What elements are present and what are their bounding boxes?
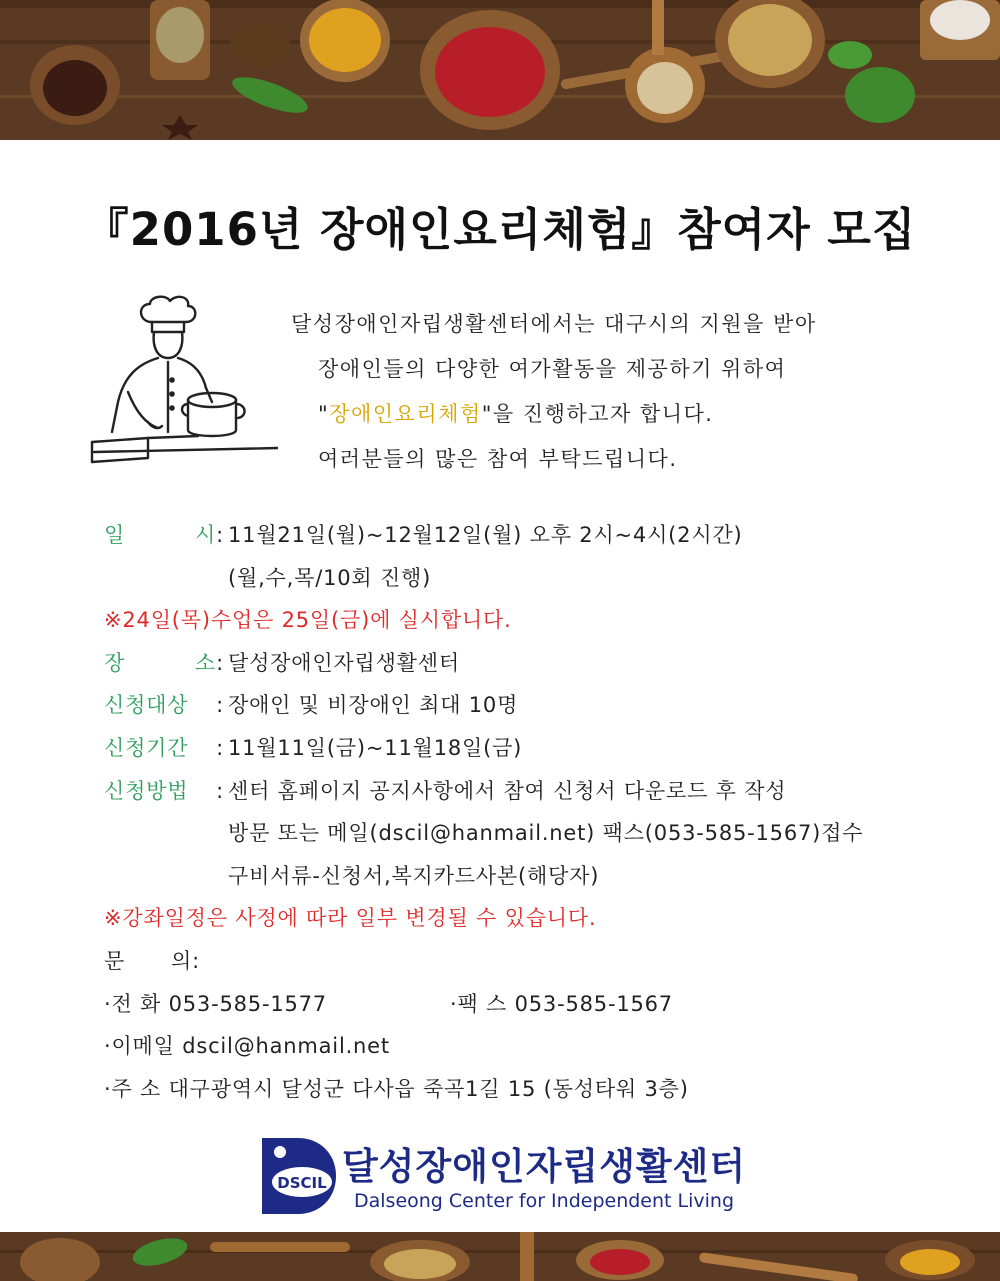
contact-label-a: 문: [104, 948, 126, 973]
method-label-text: 신청방법: [104, 778, 189, 803]
intro-line-4: 여러분들의 많은 참여 부탁드립니다.: [318, 447, 678, 471]
contact-label: [104, 940, 228, 983]
contact-phone: ·전 화 053-585-1577: [104, 991, 327, 1016]
schedule-label: [104, 514, 228, 557]
target-value: 장애인 및 비장애인 최대 10명: [228, 693, 519, 718]
intro-line-3: [291, 392, 817, 437]
period-label-text: 신청기간: [104, 735, 189, 760]
intro-highlight: 장애인요리체험: [329, 402, 482, 426]
spice-banner-bottom-image: [0, 1232, 1000, 1281]
contact-address: ·주 소 대구광역시 달성군 다사읍 죽곡1길 15 (동성타워 3층): [104, 1076, 689, 1101]
schedule-label-b: 시: [195, 523, 217, 547]
intro-line-3-rest: "을 진행하고자 합니다.: [481, 402, 714, 426]
schedule-value: 11월21일(월)~12월12일(월) 오후 2시~4시(2시간): [228, 523, 743, 547]
intro-paragraph: [291, 302, 817, 482]
schedule-continued: (월,수,목/10회 진행): [228, 565, 432, 590]
place-label-a: 장: [104, 650, 126, 675]
dscil-logo-mark: [258, 1134, 338, 1214]
intro-line-1: 달성장애인자립생활센터에서는 대구시의 지원을 받아: [291, 312, 817, 336]
period-colon: :: [216, 735, 224, 760]
method-colon: :: [216, 778, 224, 803]
logo-name-korean: 달성장애인자립생활센터: [342, 1145, 747, 1188]
logo-mark-text: DSCIL: [277, 1174, 327, 1192]
method-label: [104, 770, 228, 813]
intro-line-2: 장애인들의 다양한 여가활동을 제공하기 위하여: [318, 357, 787, 381]
schedule-row: [104, 514, 863, 557]
notice-class-change: ※24일(목)수업은 25일(금)에 실시합니다.: [104, 608, 512, 633]
method-row: [104, 770, 863, 813]
place-row: [104, 642, 863, 685]
spice-banner-top: [0, 0, 1000, 140]
target-label-text: 신청대상: [104, 693, 189, 718]
event-info: [104, 514, 863, 1110]
schedule-label-a: 일: [104, 523, 126, 547]
page-title: 『2016년 장애인요리체험』참여자 모집: [83, 203, 917, 256]
period-value: 11월11일(금)~11월18일(금): [228, 735, 523, 760]
place-label-b: 소: [195, 650, 217, 675]
target-label: [104, 684, 228, 727]
period-label: [104, 727, 228, 770]
method-value: 센터 홈페이지 공지사항에서 참여 신청서 다운로드 후 작성: [228, 778, 787, 803]
method-continued-1: 방문 또는 메일(dscil@hanmail.net) 팩스(053-585-1567)접수: [228, 821, 864, 846]
intro-quote-open: ": [318, 402, 330, 426]
chef-cooking-icon: [88, 292, 278, 472]
spice-banner-bottom: [0, 1232, 1000, 1281]
logo-name-english: Dalseong Center for Independent Living: [354, 1190, 735, 1212]
contact-label-b: 의:: [171, 948, 200, 973]
period-row: [104, 727, 863, 770]
contact-email: ·이메일 dscil@hanmail.net: [104, 1034, 390, 1059]
contact-phone-fax-row: [104, 983, 863, 1026]
place-label: [104, 642, 228, 685]
notice-schedule-change: ※강좌일정은 사정에 따라 일부 변경될 수 있습니다.: [104, 906, 597, 931]
organization-logo: [258, 1134, 747, 1218]
place-value: 달성장애인자립생활센터: [228, 650, 460, 675]
target-row: [104, 684, 863, 727]
target-colon: :: [216, 693, 224, 718]
method-continued-2: 구비서류-신청서,복지카드사본(해당자): [228, 863, 600, 888]
spice-banner-top-image: [0, 0, 1000, 140]
contact-fax: ·팩 스 053-585-1567: [450, 991, 673, 1016]
place-colon: :: [216, 650, 224, 675]
schedule-colon: :: [216, 523, 224, 547]
